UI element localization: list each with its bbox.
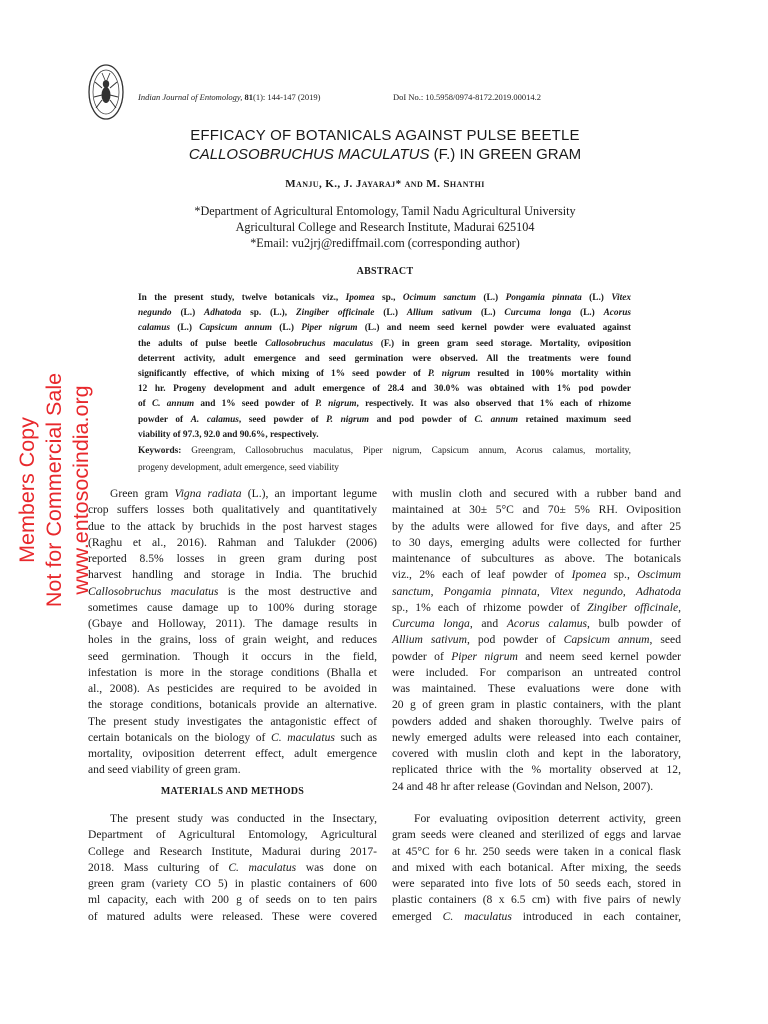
paper-title xyxy=(150,126,620,164)
title-line-1: EFFICACY OF BOTANICALS AGAINST PULSE BEETLE xyxy=(190,127,580,144)
entomological-society-seal-icon xyxy=(86,62,126,122)
right-column-2-line: were separated into five lots of 50 seeds each, stored in xyxy=(392,877,681,890)
right-column-line: powders added and shaken thoroughly. Twelve pairs of xyxy=(392,714,681,728)
abstract-lines-line: deterrent activity, adult emergence and seed germination were observed. All the treatments were found xyxy=(138,353,631,364)
left-column-line: harvest handling and storage in India. The bruchid xyxy=(88,568,377,582)
affiliation xyxy=(150,203,620,251)
right-column-line: maintained at 30± 5°C and 70± 5% RH. Oviposition xyxy=(392,503,681,517)
left-column-line: infestation is more in the storage conditions (Bhalla et xyxy=(88,665,377,679)
right-column-line: maintenance of subcultures as above. The botanicals xyxy=(392,552,681,565)
authors: Manju, K., J. Jayaraj* and M. Shanthi xyxy=(285,178,485,190)
right-column-oviposition xyxy=(392,811,681,925)
left-column-2-line: College and Research Institute, Madurai during 2017- xyxy=(88,844,377,858)
right-column-line: 20 g of green gram in plastic containers, with the plant xyxy=(392,698,681,712)
watermark-line-2: Not for Commercial Sale xyxy=(42,372,66,608)
left-column-line: reported 8.5% losses in green gram during post xyxy=(88,552,377,565)
right-column-line: sp., 1% each of rhizome powder of Zingiber officinale, xyxy=(392,600,682,614)
journal-issue-pages: (1): 144-147 (2019) xyxy=(252,92,321,102)
left-column-line: (Gbaye and Holloway, 2011). The damage results in xyxy=(88,617,377,630)
left-column-line: certain botanicals on the biology of C. maculatus such as xyxy=(88,730,377,744)
right-column-line: powder of Piper nigrum and neem seed kernel powder xyxy=(392,649,682,663)
right-column-2-line: gram seeds were cleaned and sterilized of eggs and larvae xyxy=(392,828,681,842)
left-column-2-line: The present study was conducted in the Insectary, xyxy=(110,812,377,825)
right-column-line: by the adults were allowed for five days, and after 25 xyxy=(392,519,681,533)
right-column-2-line: and mixed with each botanical. After mixing, the seeds xyxy=(392,860,681,874)
left-column-line: holes in the grains, loss of grain weight, and reduces xyxy=(88,633,377,647)
left-column-line: Callosobruchus maculatus is the most destructive and xyxy=(88,584,377,598)
left-column-line: mortality, oviposition deterrent effect, adult emergence xyxy=(88,747,377,760)
abstract-body xyxy=(138,291,631,443)
left-column-line: the storage conditions, botanicals provide an alternative. xyxy=(88,698,377,712)
watermark-line-3: www.entosocindia.org xyxy=(69,385,93,595)
affiliation-line-2: Agricultural College and Research Institute, Madurai 625104 xyxy=(235,220,535,234)
left-column-methods xyxy=(88,811,377,925)
abstract-lines-line: of C. annum and 1% seed powder of P. nigrum, respectively. It was also observed that 1% each of rhizome xyxy=(138,399,631,410)
abstract-lines-line: negundo (L.) Adhatoda sp. (L.), Zingiber officinale (L.) Allium sativum (L.) Curcuma longa (L.) Acorus xyxy=(138,308,631,319)
right-column-line: covered with muslin cloth and kept in the laboratory, xyxy=(392,747,681,760)
keywords xyxy=(138,443,631,477)
right-column-methods xyxy=(392,486,681,795)
right-column-line: was maintained. These evaluations were done with xyxy=(392,682,681,695)
right-column-line: viz., 2% each of leaf powder of Ipomea sp., Oscimum xyxy=(392,568,682,582)
abstract-lines-line: significantly effective, of which mixing of 1% seed powder of P. nigrum resulted in 100% mortality within xyxy=(138,369,631,380)
keywords-line-1 xyxy=(138,443,631,460)
left-column-line: The present study investigates the antagonistic effect of xyxy=(88,714,377,728)
left-column-2-line: of matured adults were released. These were covered xyxy=(88,909,377,923)
right-column-line: 24 and 48 hr after release (Govindan and Nelson, 2007). xyxy=(392,779,654,793)
title-line-2 xyxy=(150,145,620,164)
right-column-2-line: emerged C. maculatus introduced in each container, xyxy=(392,909,681,923)
left-column-line: and seed viability of green gram. xyxy=(88,763,241,777)
left-column-line: al., 2008). As pesticides are required to be avoided in xyxy=(88,682,377,695)
title-line-2-rest: (F.) IN GREEN GRAM xyxy=(429,146,582,163)
abstract-lines-line: viability of 97.3, 92.0 and 90.6%, respectively. xyxy=(138,429,319,440)
right-column-line: Curcuma longa, and Acorus calamus, bulb powder of xyxy=(392,617,682,630)
left-column-line: crop suffers losses both qualitatively and quantitatively xyxy=(88,503,377,517)
right-column-2-line: at 45°C for 6 hr. 250 seeds were taken in a conical flask xyxy=(392,844,681,858)
left-column-2-line: green gram (variety CO 5) in plastic containers of 600 xyxy=(88,877,377,890)
left-column-line: due to the attack by bruchids in the post harvest stages xyxy=(88,519,377,533)
affiliation-email: *Email: vu2jrj@rediffmail.com (corresponding author) xyxy=(250,236,520,250)
left-column-2-line: Department of Agricultural Entomology, Agricultural xyxy=(88,828,377,842)
left-column-intro xyxy=(88,486,377,779)
abstract-lines-line: In the present study, twelve botanicals viz., Ipomea sp., Ocimum sanctum (L.) Pongamia pinnata (L.) Vitex xyxy=(138,293,631,303)
abstract-lines-line: the adults of pulse beetle Callosobruchus maculatus (F.) in green gram seed storage. Mortality, oviposition xyxy=(138,338,631,349)
left-column-line: seed germination. Though it occurs in the field, xyxy=(88,649,377,663)
left-column-2-line: ml capacity, each with 200 g of seeds on to ten pairs xyxy=(88,893,377,907)
watermark-line-1: Members Copy xyxy=(15,417,39,563)
abstract-heading: ABSTRACT xyxy=(356,266,414,277)
right-column-2-line: plastic containers (8 x 6.5 cm) with five pairs of newly xyxy=(392,893,681,907)
journal-name: Indian Journal of Entomology, xyxy=(138,92,243,102)
left-column-line: sometimes cause damage up to 100% during storage xyxy=(88,600,377,614)
title-species: CALLOSOBRUCHUS MACULATUS xyxy=(188,146,430,163)
section-heading-materials-methods: MATERIALS AND METHODS xyxy=(160,786,305,797)
affiliation-line-1: *Department of Agricultural Entomology, Tamil Nadu Agricultural University xyxy=(194,204,576,218)
abstract-lines-line: powder of A. calamus, seed powder of P. nigrum and pod powder of C. annum retained maximum seed xyxy=(138,414,631,425)
journal-citation xyxy=(138,92,321,102)
abstract-lines-line: calamus (L.) Capsicum annum (L.) Piper nigrum (L.) and neem seed kernel powder were evaluated against xyxy=(138,323,631,334)
abstract-lines-line: 12 hr. Progeny development and adult emergence of 28.4 and 30.0% was obtained with 1% pod powder xyxy=(138,384,631,395)
right-column-line: Allium sativum, pod powder of Capsicum annum, seed xyxy=(392,633,681,647)
right-column-2-line: For evaluating oviposition deterrent activity, green xyxy=(414,812,681,825)
right-column-line: newly emerged adults were released into each container, xyxy=(392,730,681,744)
keywords-text-1: Greengram, Callosobruchus maculatus, Piper nigrum, Capsicum annum, Acorus calamus, mortality, xyxy=(181,446,631,456)
left-column-line: (Raghu et al., 2016). Rahman and Talukder (2006) xyxy=(88,535,377,549)
right-column-line: with muslin cloth and secured with a rubber band and xyxy=(392,487,681,500)
right-column-line: were included. For comparison an untreated control xyxy=(392,665,681,679)
right-column-line: sanctum, Pongamia pinnata, Vitex negundo, Adhatoda xyxy=(392,584,682,598)
keywords-line-2: progeny development, adult emergence, seed viability xyxy=(138,463,339,473)
right-column-line: to 30 days, emerging adults were collected for further xyxy=(392,535,681,549)
right-column-line: replicated thrice with the % mortality observed at 12, xyxy=(392,763,681,777)
keywords-label: Keywords: xyxy=(138,446,182,456)
journal-volume: 81 xyxy=(244,92,253,102)
left-column-2-line: 2018. Mass culturing of C. maculatus was done on xyxy=(88,860,377,874)
doi: DoI No.: 10.5958/0974-8172.2019.00014.2 xyxy=(393,92,542,102)
left-column-line: Green gram Vigna radiata (L.), an important legume xyxy=(110,487,377,500)
